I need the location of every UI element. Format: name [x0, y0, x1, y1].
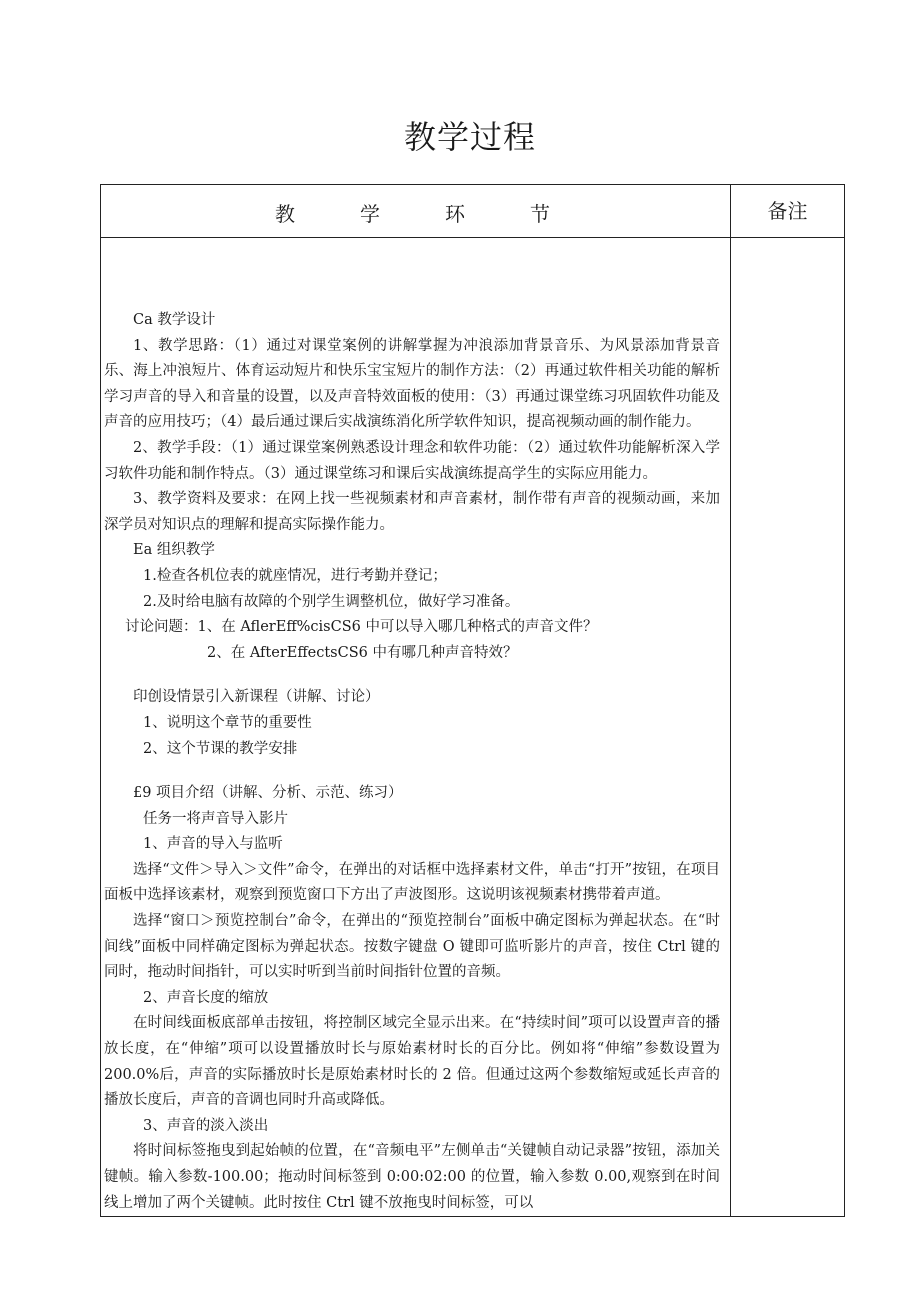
- section-heading-project: £9 项目介绍（讲解、分析、示范、练习）: [133, 785, 403, 802]
- design-paragraph-2: 2、教学手段：（1）通过课堂案例熟悉设计理念和软件功能：（2）通过软件功能解析深入学习软件功能和制作特点。（3）通过课堂练习和课后实战演练提高学生的实际应用能力。: [104, 439, 720, 482]
- table-body-row: [101, 238, 845, 1217]
- intro-item-2: 2、这个节课的教学安排: [143, 740, 298, 757]
- design-paragraph-3: 3、教学资料及要求：在网上找一些视频素材和声音素材，制作带有声音的视频动画，来加深学员对知识点的理解和提高实际操作能力。: [104, 491, 720, 533]
- fade-paragraph: 将时间标签拖曳到起始帧的位置，在“音频电平”左侧单击“关键帧自动记录器”按钮，添加关键帧。输入参数-100.00；拖动时间标签到 0:00:02:00 的位置，输入参数 0.00,观察到在时间线上增加了两个关键帧。此时按住 Ctrl 键不放拖曳时间标签，可以: [104, 1143, 720, 1211]
- header-char: 环: [445, 202, 465, 226]
- section-heading-design: Ca 教学设计: [133, 312, 216, 328]
- section-heading-intro: 印创设情景引入新课程（讲解、讨论）: [133, 689, 380, 706]
- discussion-question-2: 2、在 AfterEffectsCS6 中有哪几种声音特效？: [207, 644, 518, 661]
- header-teaching-steps: [101, 185, 731, 238]
- header-char: 教: [275, 202, 295, 226]
- header-char: 学: [360, 202, 380, 226]
- import-paragraph-1: 选择“文件＞导入＞文件”命令，在弹出的对话框中选择素材文件，单击“打开”按钮，在项目面板中选择该素材，观察到预览窗口下方出了声波图形。这说明该视频素材携带着声道。: [104, 861, 720, 904]
- teaching-process-table: [100, 184, 845, 1217]
- discussion-question-1: 讨论问题：1、在 AflerEff%cisCS6 中可以导入哪几种格式的声音文件？: [125, 619, 598, 636]
- subsection-heading-fade: 3、声音的淡入淡出: [143, 1117, 269, 1134]
- section-heading-organize: Ea 组织教学: [133, 542, 215, 559]
- intro-item-1: 1、说明这个章节的重要性: [143, 714, 312, 731]
- content-cell: [101, 238, 731, 1217]
- organize-item-1: 1.检查各机位表的就座情况，进行考勤并登记；: [143, 567, 447, 584]
- table-header-row: [101, 185, 845, 238]
- page-title: 教学过程: [403, 118, 536, 156]
- subsection-heading-scale: 2、声音长度的缩放: [143, 989, 269, 1006]
- design-paragraph-1: 1、教学思路：（1）通过对课堂案例的讲解掌握为冲浪添加背景音乐、为风景添加背景音乐、海上冲浪短片、体育运动短片和快乐宝宝短片的制作方法：（2）再通过软件相关功能的解析学习声音的导入和音量的设置，以及声音特效面板的使用：（3）再通过课堂练习巩固软件功能及声音的应用技巧；（4）最后通过课后实战演练消化所学软件知识，提高视频动画的制作能力。: [104, 337, 720, 431]
- scale-paragraph: 在时间线面板底部单击按钮，将控制区域完全显示出来。在“持续时间”项可以设置声音的播放长度，在“伸缩”项可以设置播放时长与原始素材时长的百分比。例如将“伸缩”参数设置为 200.0%后，声音的实际播放时长是原始素材时长的 2 倍。但通过这两个参数缩短或延长声音的播放长度后，声音的音调也同时升高或降低。: [104, 1015, 720, 1109]
- subsection-heading-import: 1、声音的导入与监听: [143, 836, 283, 853]
- header-char: 节: [530, 202, 550, 226]
- header-remarks: 备注: [731, 185, 845, 238]
- remarks-cell: [731, 238, 845, 1217]
- import-paragraph-2: 选择“窗口＞预览控制台”命令，在弹出的“预览控制台”面板中确定图标为弹起状态。在“时间线”面板中同样确定图标为弹起状态。按数字键盘 O 键即可监听影片的声音，按住 Ctrl 键的同时，拖动时间指针，可以实时听到当前时间指针位置的音频。: [104, 913, 720, 981]
- task-heading: 任务一将声音导入影片: [143, 810, 288, 827]
- organize-item-2: 2.及时给电脑有故障的个别学生调整机位，做好学习准备。: [143, 593, 520, 610]
